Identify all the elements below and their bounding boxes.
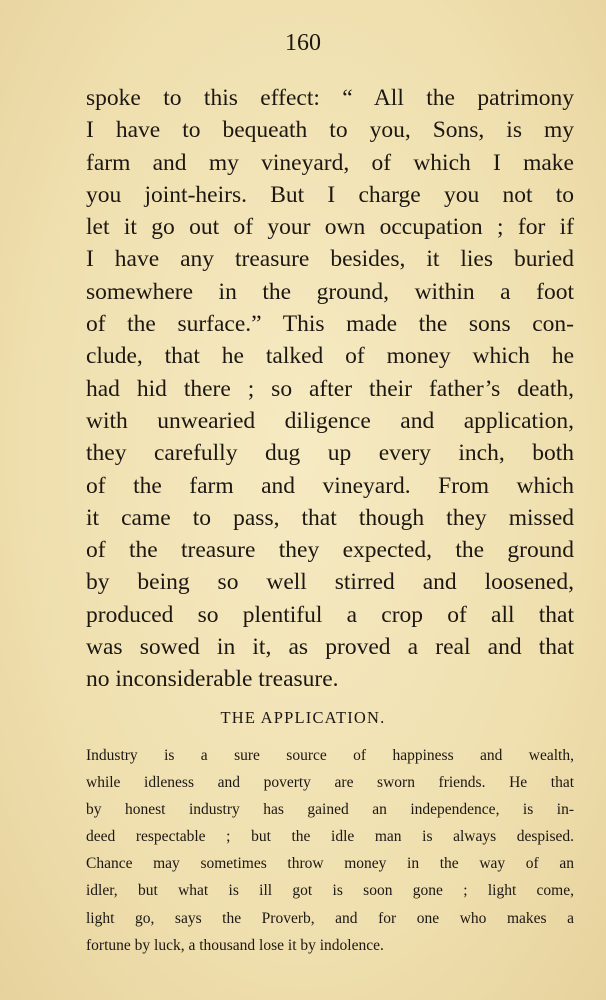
body-line: it came to pass, that though they missed: [86, 504, 574, 531]
application-text: [86, 742, 574, 959]
body-line: I have to bequeath to you, Sons, is my: [86, 117, 574, 144]
application-line: light go, says the Proverb, and for one who makes a: [86, 909, 574, 927]
body-line: by being so well stirred and loosened,: [86, 569, 574, 596]
body-line: farm and my vineyard, of which I make: [86, 149, 574, 176]
application-line: fortune by luck, a thousand lose it by indolence.: [86, 936, 384, 954]
body-line: with unwearied diligence and application,: [86, 407, 574, 434]
body-line: was sowed in it, as proved a real and that: [86, 634, 574, 661]
body-line: no inconsiderable treasure.: [86, 666, 339, 693]
application-line: idler, but what is ill got is soon gone ; light come,: [86, 882, 574, 900]
page-number: 160: [285, 30, 321, 56]
application-line: while idleness and poverty are sworn friends. He that: [86, 774, 574, 792]
body-line: of the farm and vineyard. From which: [86, 472, 574, 499]
body-line: of the surface.” This made the sons con-: [86, 311, 574, 338]
application-heading: THE APPLICATION.: [220, 708, 386, 727]
body-line: produced so plentiful a crop of all that: [86, 601, 574, 628]
body-line: clude, that he talked of money which he: [86, 343, 574, 370]
application-line: deed respectable ; but the idle man is always despised.: [86, 828, 574, 846]
body-line: somewhere in the ground, within a foot: [86, 278, 574, 305]
body-line: let it go out of your own occupation ; for if: [86, 214, 574, 241]
body-line: they carefully dug up every inch, both: [86, 440, 574, 467]
body-line: had hid there ; so after their father’s death,: [86, 375, 574, 402]
application-line: Chance may sometimes throw money in the way of an: [86, 855, 574, 873]
body-line: you joint-heirs. But I charge you not to: [86, 181, 574, 208]
body-line: spoke to this effect: “ All the patrimony: [86, 85, 574, 111]
application-line: by honest industry has gained an independence, is in-: [86, 801, 574, 819]
body-line: of the treasure they expected, the ground: [86, 537, 574, 564]
body-line: I have any treasure besides, it lies buried: [86, 246, 574, 273]
application-line: Industry is a sure source of happiness and wealth,: [86, 747, 574, 764]
fable-body-text: [86, 82, 574, 696]
